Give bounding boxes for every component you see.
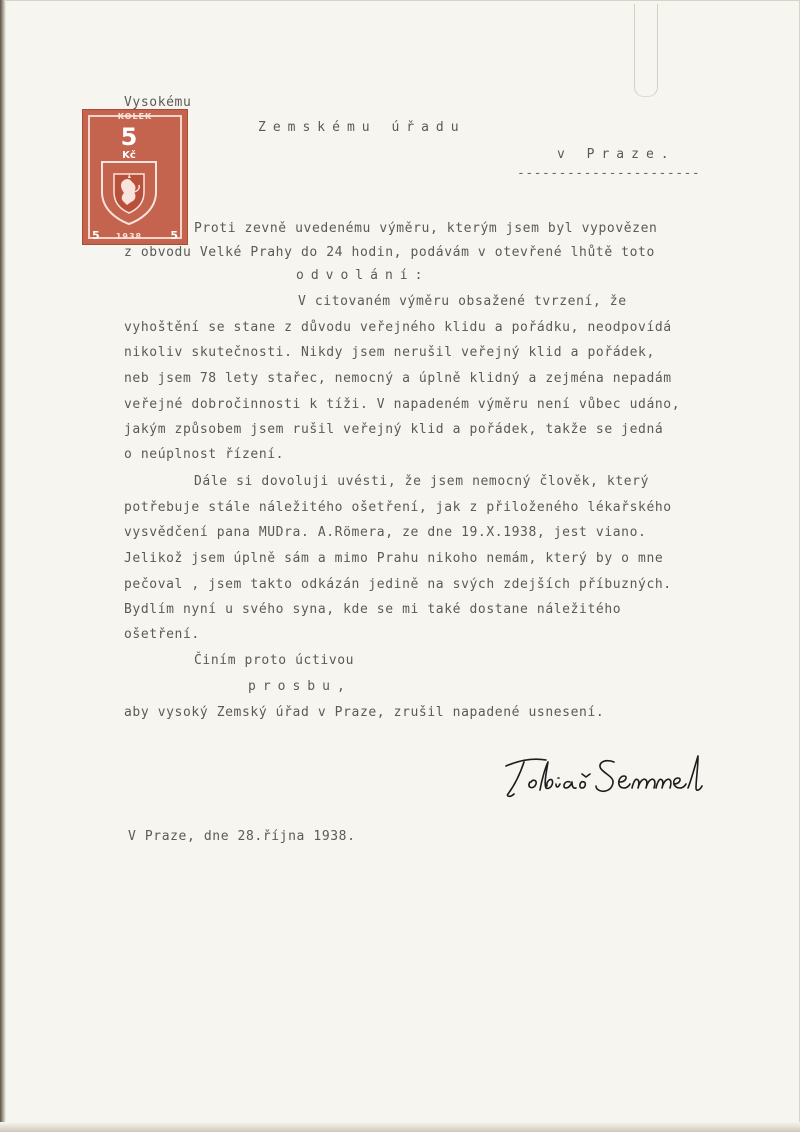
body-line: Jelikož jsem úplně sám a mimo Prahu nikoho nemám, který by o mne [124,551,664,566]
body-line: ošetření. [124,627,200,642]
page-bottom-edge [0,1122,800,1132]
body-line: veřejné dobročinnosti k tíži. V napadeném výměru není vůbec udáno, [124,397,681,412]
addressee-line-1: Vysokému [124,95,192,110]
body-line: nikoliv skutečnosti. Nikdy jsem nerušil veřejný klid a pořádek, [124,345,655,360]
addressee-line-3: v Praze. [557,147,676,162]
body-line: aby vysoký Zemský úřad v Praze, zrušil napadené usnesení. [124,705,605,720]
stamp-corner-right: 5 [170,229,178,242]
handwritten-signature [500,748,710,808]
page-left-edge [0,0,6,1132]
body-line: prosbu, [248,679,352,694]
body-line: jakým způsobem jsem rušil veřejný klid a pořádek, takže se jedná [124,422,664,437]
stamp-year: 1938 [115,232,143,241]
body-line: o neúplnost řízení. [124,447,285,462]
paperclip-mark [634,4,658,97]
body-line: pečoval , jsem takto odkázán jedině na svých zdejších příbuzných. [124,577,672,592]
addressee-line-2: Zemskému úřadu [258,120,466,135]
lion-shield-icon [94,158,164,226]
body-line: Bydlím nyní u svého syna, kde se mi také dostane náležitého [124,602,622,617]
stamp-unit: Kč [122,150,136,161]
revenue-stamp [83,110,187,244]
body-line: Proti zevně uvedenému výměru, kterým jsem byl vypovězen [194,221,658,236]
body-line: odvolání: [296,268,430,283]
body-line: neb jsem 78 lety stařec, nemocný a úplně klidný a zejména nepadám [124,371,672,386]
stamp-corner-left: 5 [92,229,100,242]
body-line: z obvodu Velké Prahy do 24 hodin, podávám v otevřené lhůtě toto [124,245,655,260]
body-line: V citovaném výměru obsažené tvrzení, že [298,294,627,309]
body-line: potřebuje stále náležitého ošetření, jak z přiloženého lékařského [124,500,672,515]
body-line: vyhoštění se stane z důvodu veřejného klidu a pořádku, neodpovídá [124,320,672,335]
stamp-value: 5 [120,123,138,151]
date-line: V Praze, dne 28.října 1938. [128,829,356,844]
body-line: vysvědčení pana MUDra. A.Römera, ze dne 19.X.1938, jest viano. [124,525,647,540]
addressee-underline: ---------------------- [517,166,701,181]
stamp-header: KOLEK [117,112,153,121]
body-line: Činím proto úctivou [194,653,355,668]
body-line: Dále si dovoluji uvésti, že jsem nemocný člověk, který [194,474,650,489]
